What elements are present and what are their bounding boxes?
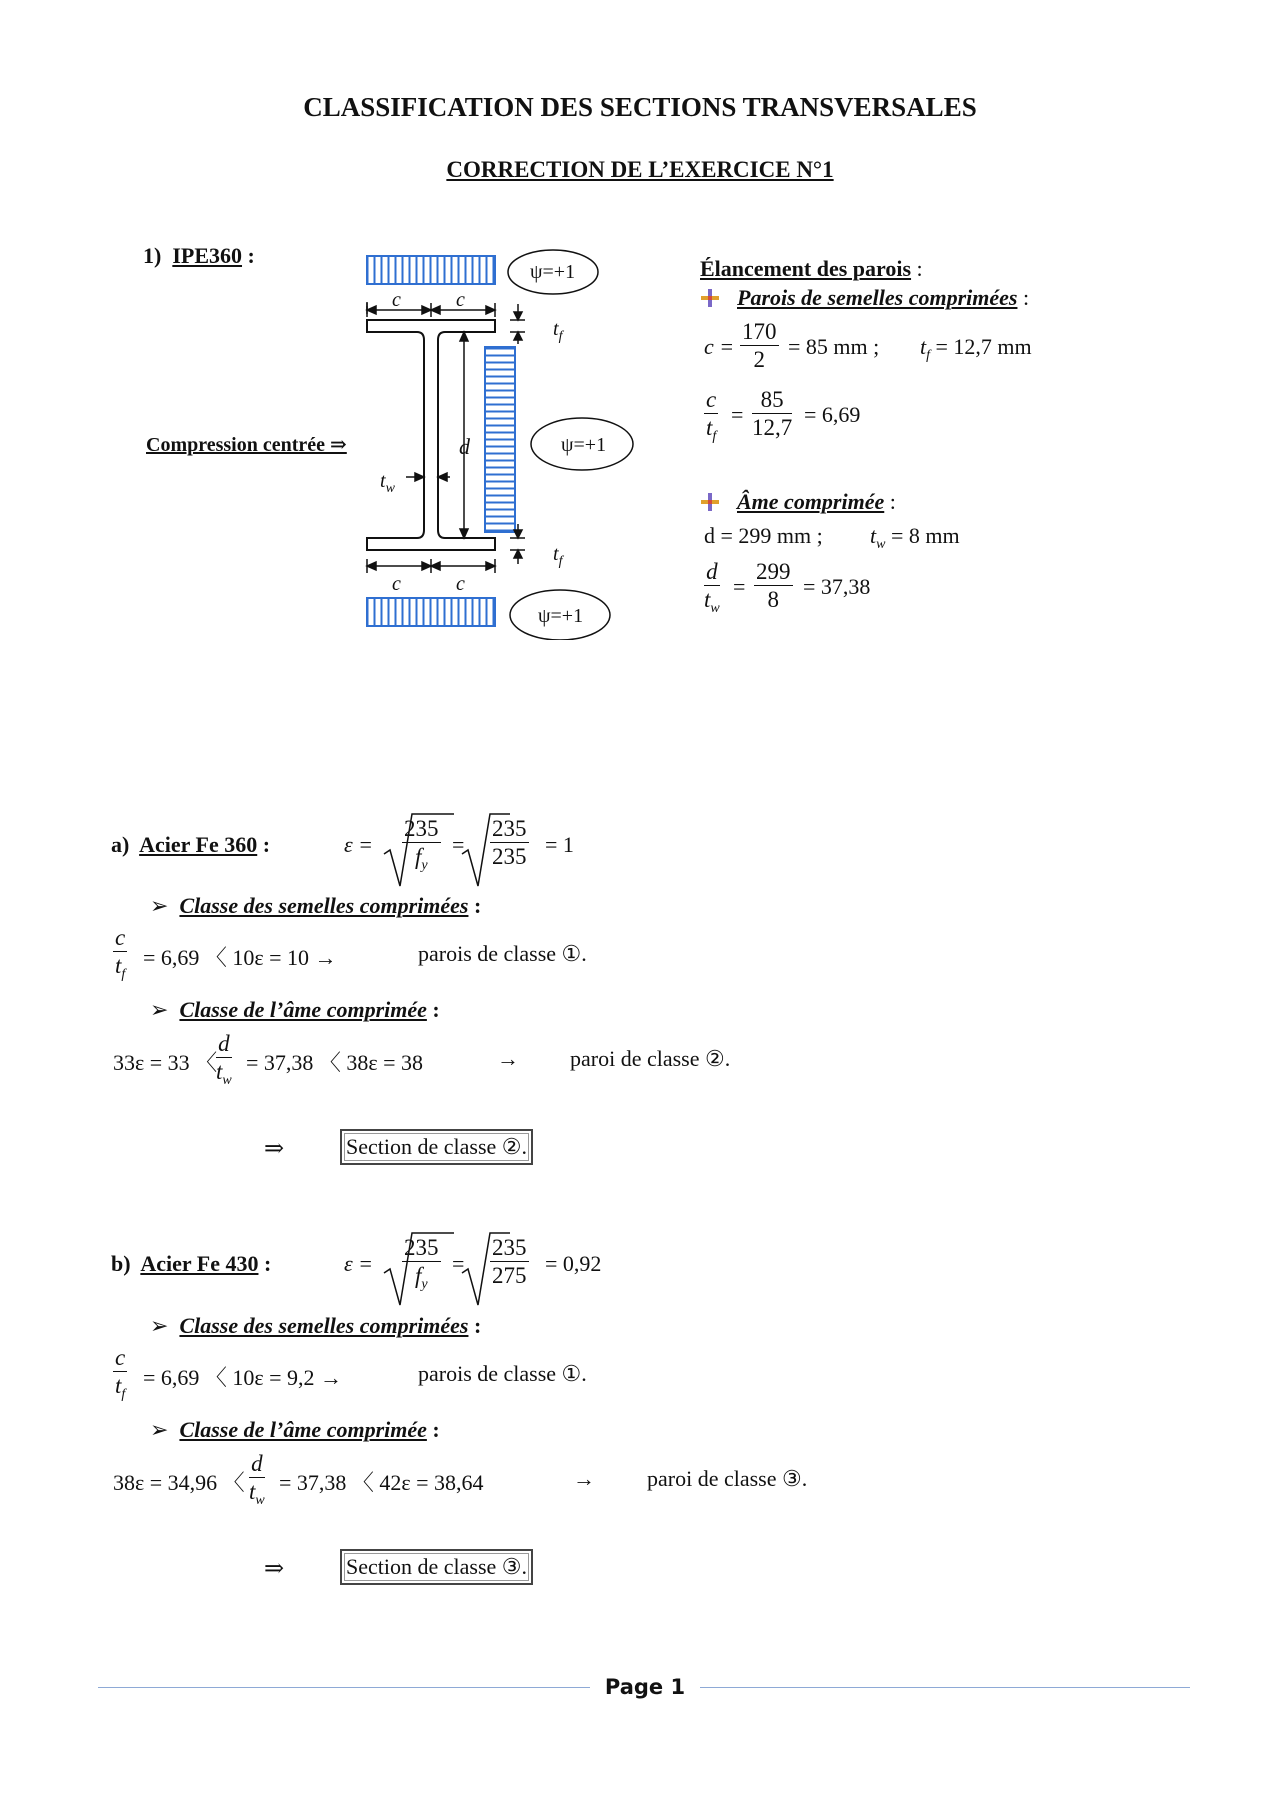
c-dimension-top: [367, 302, 495, 317]
case-b-flange-expr: = 6,69 〈 10ε = 9,2 →: [143, 1365, 343, 1390]
case-b-fraction-2: $\frac{235}{275}$: [492, 1235, 527, 1288]
footer-rule-right: [700, 1687, 1190, 1688]
case-a-equals: =: [452, 832, 465, 857]
flange-ratio-result: = 6,69: [804, 402, 861, 427]
case-a-fraction-1: $\frac{235}{f_y}$: [404, 816, 439, 873]
web-ratio-fraction: $\frac{299}{8}$: [756, 559, 791, 612]
equals-sign-1: =: [731, 402, 744, 427]
bullet-plus-icon: [700, 288, 720, 308]
case-a-d-over-tw: $\frac{d}{t_w}$: [216, 1031, 232, 1088]
equals-sign-2: =: [733, 574, 746, 599]
web-heading: Âme comprimée :: [737, 489, 896, 514]
c-label-bottom-right: c: [456, 573, 465, 595]
top-flange-stress-block: [367, 256, 495, 284]
case-b-section-class: Section de classe ③.: [340, 1549, 533, 1585]
case-a-implies: ⇒: [264, 1136, 285, 1162]
c-label-bottom-left: c: [392, 573, 401, 595]
flanges-heading: Parois de semelles comprimées :: [737, 285, 1030, 310]
case-b-implies: ⇒: [264, 1556, 285, 1582]
bullet-arrow-icon: ➢: [150, 1417, 169, 1442]
ibeam-section: [367, 320, 495, 550]
case-a-flange-heading: ➢ Classe des semelles comprimées :: [150, 893, 482, 918]
c-over-tf: $\frac{c}{t_f}$: [705, 387, 717, 444]
case-b-d-over-tw: $\frac{d}{t_w}$: [249, 1451, 265, 1508]
compression-label: Compression centrée ⇒: [146, 434, 347, 456]
case-a-section-class: Section de classe ②.: [340, 1129, 533, 1165]
case-b-label: b) Acier Fe 430 :: [111, 1251, 272, 1276]
c-label-top-right: c: [456, 289, 465, 311]
bullet-plus-icon: [700, 492, 720, 512]
tf-label-top: $t_f$: [553, 318, 563, 344]
case-b-eps: ε =: [344, 1251, 374, 1276]
case-a-web-expr-right: = 37,38 〈 38ε = 38: [246, 1050, 424, 1075]
tf-dimension-top: [510, 304, 525, 344]
d-label: d: [459, 434, 470, 459]
d-over-tw: $\frac{d}{t_w}$: [704, 559, 720, 616]
case-a-web-expr-left: 33ε = 33 〈: [113, 1050, 218, 1075]
case-b-flange-conclusion: parois de classe ①.: [418, 1361, 587, 1386]
profile-colon: :: [247, 243, 255, 268]
bottom-flange-stress-block: [367, 598, 495, 626]
psi-label-bottom: ψ=+1: [538, 605, 584, 627]
case-a-fraction-2: $\frac{235}{235}$: [492, 816, 527, 869]
case-a-result: = 1: [545, 832, 574, 857]
case-b-web-expr-right: = 37,38 〈 42ε = 38,64: [279, 1470, 484, 1495]
section-number: 1): [143, 243, 162, 268]
bullet-arrow-icon: ➢: [150, 1313, 169, 1338]
case-b-web-expr-left: 38ε = 34,96 〈: [113, 1470, 245, 1495]
document-subtitle: CORRECTION DE L’EXERCICE N°1: [446, 157, 834, 182]
case-a-eps: ε =: [344, 832, 374, 857]
page-number: Page 1: [604, 1675, 686, 1699]
tw-label: $t_w$: [380, 470, 395, 496]
case-b-c-over-tf: $\frac{c}{t_f}$: [114, 1345, 126, 1402]
case-a-web-arrow: →: [497, 1046, 519, 1071]
flange-ratio-fraction: $\frac{85}{12,7}$: [752, 387, 793, 440]
case-a-c-over-tf: $\frac{c}{t_f}$: [114, 925, 126, 982]
tf-eq: $t_f = 12,7$ mm: [920, 334, 1032, 363]
psi-label-mid: ψ=+1: [561, 434, 607, 456]
case-b-web-arrow: →: [573, 1466, 595, 1491]
case-a-flange-expr: = 6,69 〈 10ε = 10 →: [143, 945, 337, 970]
case-a-web-heading: ➢ Classe de l’âme comprimée :: [150, 997, 440, 1022]
tw-eq: $t_w = 8$ mm: [870, 523, 960, 552]
bullet-arrow-icon: ➢: [150, 997, 169, 1022]
c-dimension-bottom: [367, 559, 495, 573]
d-eq: d = 299 mm ;: [704, 523, 823, 548]
case-b-fraction-1: $\frac{235}{f_y}$: [404, 1235, 439, 1292]
document-title: CLASSIFICATION DES SECTIONS TRANSVERSALES: [303, 92, 977, 122]
c-fraction: $\frac{170}{2}$: [742, 319, 777, 372]
case-b-equals: =: [452, 1251, 465, 1276]
case-b-web-heading: ➢ Classe de l’âme comprimée :: [150, 1417, 440, 1442]
profile-name: IPE360: [172, 243, 243, 268]
case-a-web-conclusion: paroi de classe ②.: [570, 1046, 731, 1071]
c-eq-label: c =: [704, 334, 735, 359]
bullet-arrow-icon: ➢: [150, 893, 169, 918]
slenderness-heading: Élancement des parois :: [700, 256, 923, 281]
footer-rule-left: [98, 1687, 590, 1688]
case-b-result: = 0,92: [545, 1251, 602, 1276]
web-ratio-result: = 37,38: [803, 574, 871, 599]
web-stress-block: [485, 347, 515, 532]
case-b-flange-heading: ➢ Classe des semelles comprimées :: [150, 1313, 482, 1338]
tf-label-bottom: $t_f$: [553, 543, 563, 569]
c-result: = 85 mm ;: [788, 334, 880, 359]
case-b-web-conclusion: paroi de classe ③.: [647, 1466, 808, 1491]
case-a-flange-conclusion: parois de classe ①.: [418, 941, 587, 966]
case-a-label: a) Acier Fe 360 :: [111, 832, 271, 857]
c-label-top-left: c: [392, 289, 401, 311]
psi-label-top: ψ=+1: [530, 261, 576, 283]
